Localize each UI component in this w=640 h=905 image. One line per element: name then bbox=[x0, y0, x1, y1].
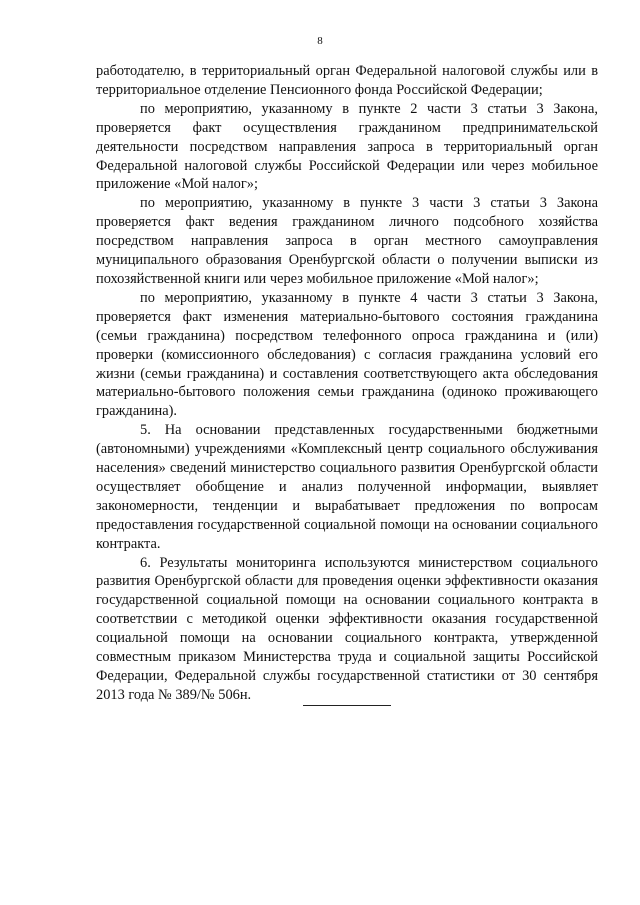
paragraph-item-6: 6. Результаты мониторинга используются министерством социального развития Оренбургской области для проведения оценки эффективности оказания государственной социальной помощи на основании социального контракта в соответствии с методикой оценки эффективности оказания государственной социальной помощи на основании социального контракта, утвержденной совместным приказом Министерства труда и социальной защиты Российской Федерации, Федеральной службы государственной статистики от 30 сентября 2013 года № 389/№ 506н. bbox=[96, 554, 598, 703]
document-body bbox=[96, 62, 598, 705]
paragraph-item-5: 5. На основании представленных государственными бюджетными (автономными) учреждениями «Комплексный центр социального обслуживания населения» сведений министерство социального развития Оренбургской области осуществляет обобщение и анализ полученной информации, выявляет закономерности, тенденции и вырабатывает предложения по вопросам предоставления государственной социальной помощи на основании социального контракта. bbox=[96, 422, 598, 552]
paragraph-continuation: работодателю, в территориальный орган Федеральной налоговой службы или в территориальное отделение Пенсионного фонда Российской Федерации; bbox=[96, 63, 598, 98]
end-separator-line bbox=[303, 705, 391, 706]
paragraph-measure-3: по мероприятию, указанному в пункте 3 части 3 статьи 3 Закона проверяется факт ведения гражданином личного подсобного хозяйства посредством направления запроса в орган местного самоуправления муниципального образования Оренбургской области о получении выписки из похозяйственной книги или через мобильное приложение «Мой налог»; bbox=[96, 195, 598, 287]
paragraph-measure-4: по мероприятию, указанному в пункте 4 части 3 статьи 3 Закона, проверяется факт изменения материально-бытового состояния гражданина (семьи гражданина) посредством телефонного опроса гражданина и (или) проверки (комиссионного обследования) с согласия гражданина условий его жизни (семьи гражданина) и составления соответствующего акта обследования материально-бытового положения семьи гражданина (одиноко проживающего гражданина). bbox=[96, 289, 598, 420]
page-number: 8 bbox=[317, 35, 323, 47]
paragraph-measure-2: по мероприятию, указанному в пункте 2 части 3 статьи 3 Закона, проверяется факт осуществления гражданином предпринимательской деятельности посредством направления запроса в территориальный орган Федеральной налоговой службы Российской Федерации или через мобильное приложение «Мой налог»; bbox=[96, 100, 598, 193]
